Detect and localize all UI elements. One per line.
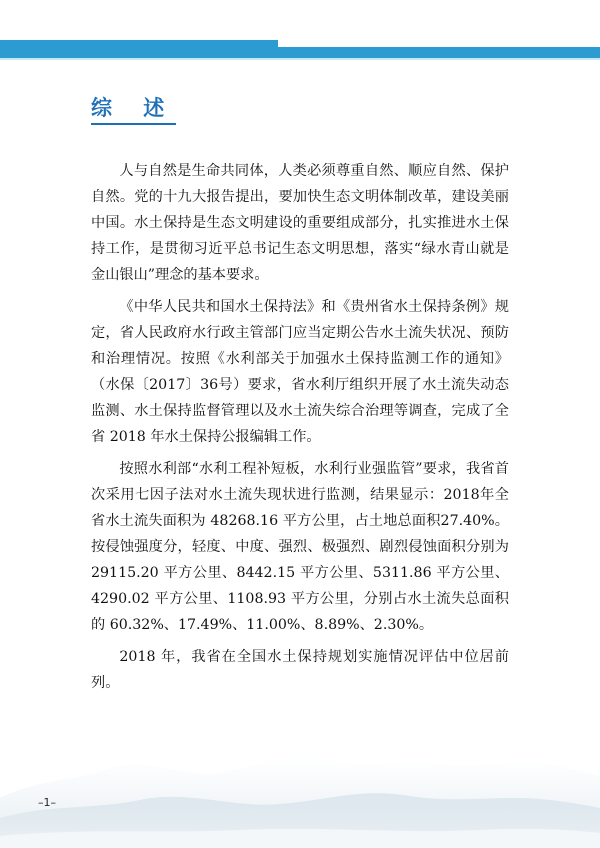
header-band-left xyxy=(0,40,278,58)
paragraph-2: 《中华人民共和国水土保持法》和《贵州省水土保持条例》规定，省人民政府水行政主管部门应当定期公告水土流失状况、预防和治理情况。按照《水利部关于加强水土保持监测工作的通知》（水保〔2017〕36号）要求，省水利厅组织开展了水土流失动态监测、水土保持监督管理以及水土流失综合治理等调查，完成了全省 2018 年水土保持公报编辑工作。 xyxy=(91,299,509,445)
footer-mountain-decoration xyxy=(0,738,600,848)
body-text xyxy=(91,158,509,702)
paragraph-3: 按照水利部“水利工程补短板，水利行业强监管”要求，我省首次采用七因子法对水土流失现状进行监测，结果显示：2018年全省水土流失面积为 48268.16 平方公里，占土地总面积27.40%。按侵蚀强度分，轻度、中度、强烈、极强烈、剧烈侵蚀面积分别为 29115.20 平方公里、8442.15 平方公里、5311.86 平方公里、4290.02 平方公里、1108.93 平方公里，分别占水土流失总面积的 60.32%、17.49%、11.00%、8.89%、2.30%。 xyxy=(91,461,509,633)
paragraph-4: 2018 年，我省在全国水土保持规划实施情况评估中位居前列。 xyxy=(91,649,509,691)
page-number: –1– xyxy=(38,796,56,809)
header-band-right xyxy=(278,47,600,58)
paragraph-1: 人与自然是生命共同体，人类必须尊重自然、顺应自然、保护自然。党的十九大报告提出，要加快生态文明体制改革，建设美丽中国。水土保持是生态文明建设的重要组成部分，扎实推进水土保持工作，是贯彻习近平总书记生态文明思想，落实“绿水青山就是金山银山”理念的基本要求。 xyxy=(91,163,509,283)
page-title: 综 述 xyxy=(91,92,176,125)
header-band-line xyxy=(0,58,600,60)
